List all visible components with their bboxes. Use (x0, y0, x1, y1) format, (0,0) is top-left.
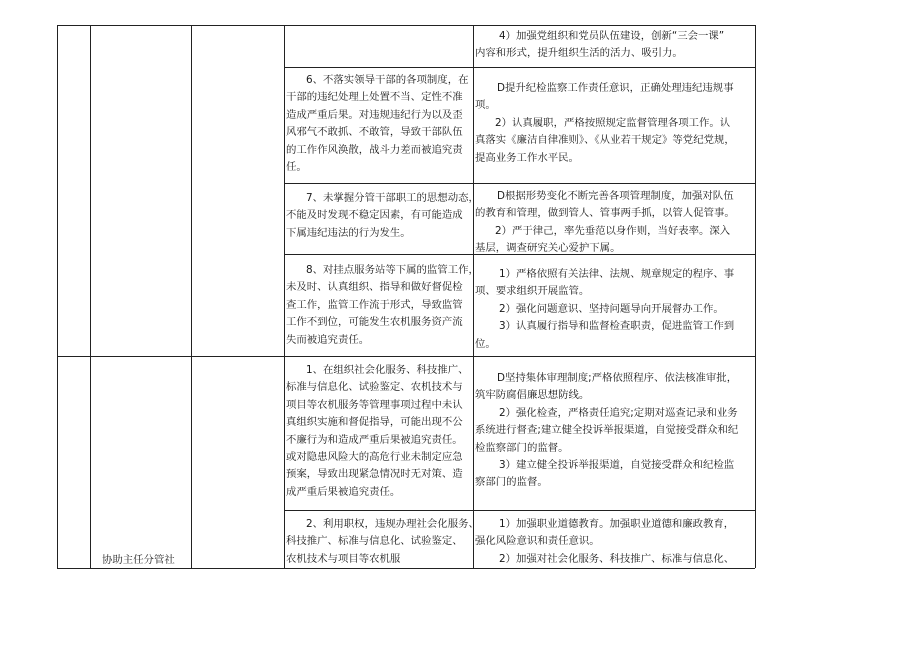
risk-line: 7、未掌握分管干部职工的思想动态， (306, 192, 479, 204)
row-divider (284, 67, 755, 68)
risk-line: 或对隐患风险大的高危行业未制定应急 (286, 451, 463, 464)
column-divider (191, 25, 192, 568)
risk-line: 任。 (286, 161, 307, 174)
measure-cell (475, 188, 760, 258)
risk-line: 真组织实施和督促指导，可能出现不公 (286, 416, 463, 429)
risk-line: 的工作作风涣散，战斗力差而被追究责 (286, 143, 463, 156)
risk-line: 预案，导致出现紧急情况时无对策、造 (286, 468, 463, 481)
measure-cell (475, 28, 760, 63)
risk-line: 风邪气不敢抓、不敢管，导致干部队伍 (286, 126, 463, 139)
measure-line: 真落实《廉洁自律准则》、《从业若干规定》等党纪党规， (475, 134, 735, 147)
measure-line: 项。 (475, 99, 496, 112)
measure-line: 筑牢防腐倡廉思想防线。 (475, 389, 590, 402)
measure-line: 的教育和管理，做到管人、管事两手抓，以管人促管事。 (475, 207, 735, 220)
column-divider (284, 25, 285, 568)
table-top-border (57, 25, 755, 26)
risk-line: 农机技术与项目等农机服 (286, 552, 401, 565)
measure-line: 2）加强对社会化服务、科技推广、标准与信息化、 (499, 552, 735, 565)
measure-line: 项、要求组织开展监管。 (475, 285, 590, 298)
row-divider (284, 510, 755, 511)
measure-line: D提升纪检监察工作责任意识，正确处理违纪违规事 (497, 82, 734, 94)
risk-cell (286, 262, 481, 349)
row-divider (284, 183, 755, 184)
risk-line: 失而被追究责任。 (286, 333, 370, 346)
risk-line: 8、对挂点服务站等下属的监管工作， (306, 264, 479, 276)
measure-line: 内容和形式，提升组织生活的活力、吸引力。 (475, 47, 683, 60)
risk-line: 成严重后果被追究责任。 (286, 485, 401, 498)
measure-line: 系统进行督查;建立健全投诉举报渠道，自觉接受群众和纪 (475, 424, 739, 437)
measure-line: 3）建立健全投诉举报渠道，自觉接受群众和纪检监 (499, 459, 735, 472)
measure-line: 1）严格依照有关法律、法规、规章规定的程序、事 (499, 268, 735, 280)
risk-cell (286, 72, 481, 176)
risk-line: 不能及时发现不稳定因素，有可能造成 (286, 209, 463, 222)
measure-line: D根据形势变化不断完善各项管理制度，加强对队伍 (497, 190, 734, 202)
section-divider (57, 356, 755, 357)
risk-line: 造成严重后果。对违规违纪行为以及歪 (286, 108, 463, 121)
risk-cell (286, 362, 481, 501)
risk-line: 不廉行为和造成严重后果被追究责任。 (286, 433, 463, 446)
measure-line: 提高业务工作水平民。 (475, 151, 579, 164)
risk-line: 工作不到位，可能发生农机服务资产流 (286, 316, 463, 329)
measure-line: 位。 (475, 337, 496, 350)
risk-line: 项目等农机服务等管理事项过程中未认 (286, 398, 463, 411)
column-divider (90, 25, 91, 568)
risk-line: 1、在组织社会化服务、科技推广、 (306, 364, 469, 376)
risk-line: 2、利用职权，违规办理社会化服务、 (306, 518, 479, 530)
risk-line: 科技推广、标准与信息化、试验鉴定、 (286, 535, 463, 548)
measure-line: 1）加强职业道德教育。加强职业道德和廉政教育， (499, 518, 735, 530)
measure-line: 察部门的监督。 (475, 476, 548, 489)
risk-cell (286, 516, 481, 568)
measure-line: D坚持集体审理制度;严格依照程序、依法核准审批， (497, 372, 738, 384)
risk-cell (286, 190, 481, 242)
measure-line: 2）强化问题意识、坚持问题导向开展督办工作。 (499, 302, 724, 315)
measure-line: 2）认真履职，严格按照规定监督管理各项工作。认 (495, 116, 731, 129)
measure-line: 4）加强党组织和党员队伍建设，创新“三会一课” (499, 30, 725, 42)
measure-cell (475, 266, 760, 353)
measure-line: 2）强化检查，严格责任追究;定期对巡查记录和业务 (499, 406, 738, 419)
risk-line: 未及时、认真组织、指导和做好督促检 (286, 281, 463, 294)
risk-line: 标准与信息化、试验鉴定、农机技术与 (286, 381, 463, 394)
measure-line: 强化风险意识和责任意识。 (475, 535, 600, 548)
measure-line: 基层，调查研究关心爱护下属。 (475, 242, 621, 255)
risk-line: 6、不落实领导干部的各项制度，在 (306, 74, 469, 86)
measure-cell (475, 370, 760, 492)
measure-cell (475, 80, 760, 167)
risk-line: 干部的违纪处理上处置不当、定性不准 (286, 91, 463, 104)
risk-line: 查工作，监管工作流于形式，导致监管 (286, 298, 463, 311)
role-label: 协助主任分管社 (102, 554, 175, 566)
risk-line: 下属违纪违法的行为发生。 (286, 226, 411, 239)
measure-line: 检监察部门的监督。 (475, 441, 569, 454)
measure-line: 3）认真履行指导和监督检查职责，促进监管工作到 (499, 320, 735, 333)
table-left-border (57, 25, 58, 568)
measure-cell (475, 516, 760, 568)
measure-line: 2）严于律己，率先垂范以身作则，当好表率。深入 (495, 224, 731, 237)
